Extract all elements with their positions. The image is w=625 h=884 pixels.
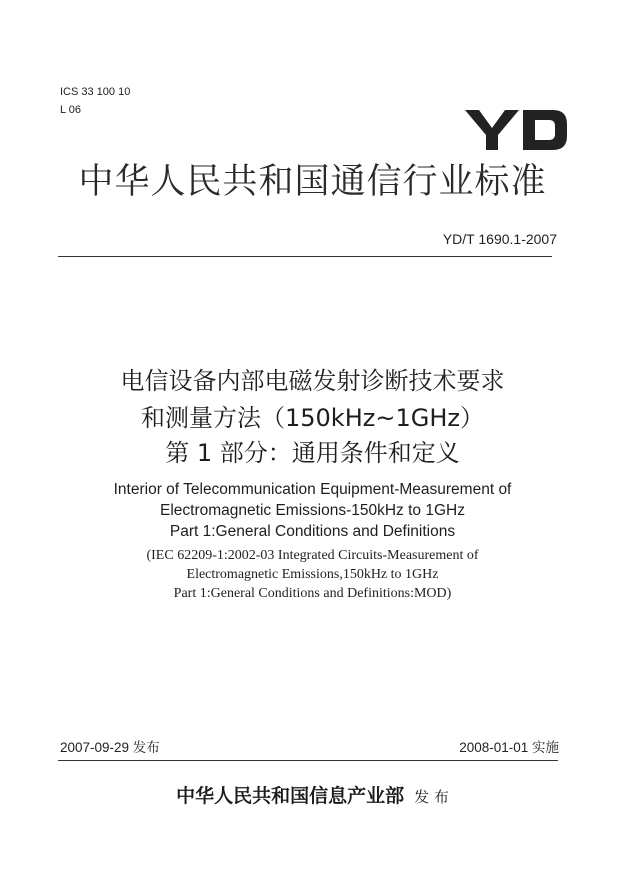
- en-title-line-2: Electromagnetic Emissions-150kHz to 1GHz: [160, 502, 465, 519]
- publisher-line: [0, 784, 625, 809]
- iec-reference-line-1: (IEC 62209-1:2002-03 Integrated Circuits-Measurement of: [146, 548, 479, 563]
- publisher-name: 中华人民共和国信息产业部: [176, 785, 405, 807]
- standard-number: YD/T 1690.1-2007: [442, 231, 557, 247]
- bottom-divider: [58, 760, 558, 761]
- cn-title-line-3: 第 1 部分：通用条件和定义: [165, 439, 460, 467]
- en-title-line-1: Interior of Telecommunication Equipment-Measurement of: [113, 481, 512, 498]
- yd-logo-icon: [465, 108, 569, 152]
- iec-reference-line-2: Electromagnetic Emissions,150kHz to 1GHz: [186, 567, 439, 582]
- cn-title-line-2: 和测量方法（150kHz~1GHz）: [141, 404, 484, 432]
- top-divider: [58, 256, 552, 257]
- category-code: L 06: [60, 104, 82, 116]
- issue-label: 发 布: [414, 788, 449, 806]
- iec-reference-line-3: Part 1:General Conditions and Definitions:MOD): [173, 586, 452, 601]
- cn-title-line-1: 电信设备内部电磁发射诊断技术要求: [120, 367, 505, 395]
- yd-logo: [465, 108, 569, 152]
- standard-type-title: 中华人民共和国通信行业标准: [78, 162, 547, 202]
- effective-date: 2008-01-01 实施: [459, 740, 559, 755]
- logo-text: [569, 108, 570, 109]
- en-title-line-3: Part 1:General Conditions and Definitions: [169, 523, 456, 540]
- issue-date: 2007-09-29 发布: [60, 740, 160, 755]
- ics-code: ICS 33 100 10: [60, 86, 131, 98]
